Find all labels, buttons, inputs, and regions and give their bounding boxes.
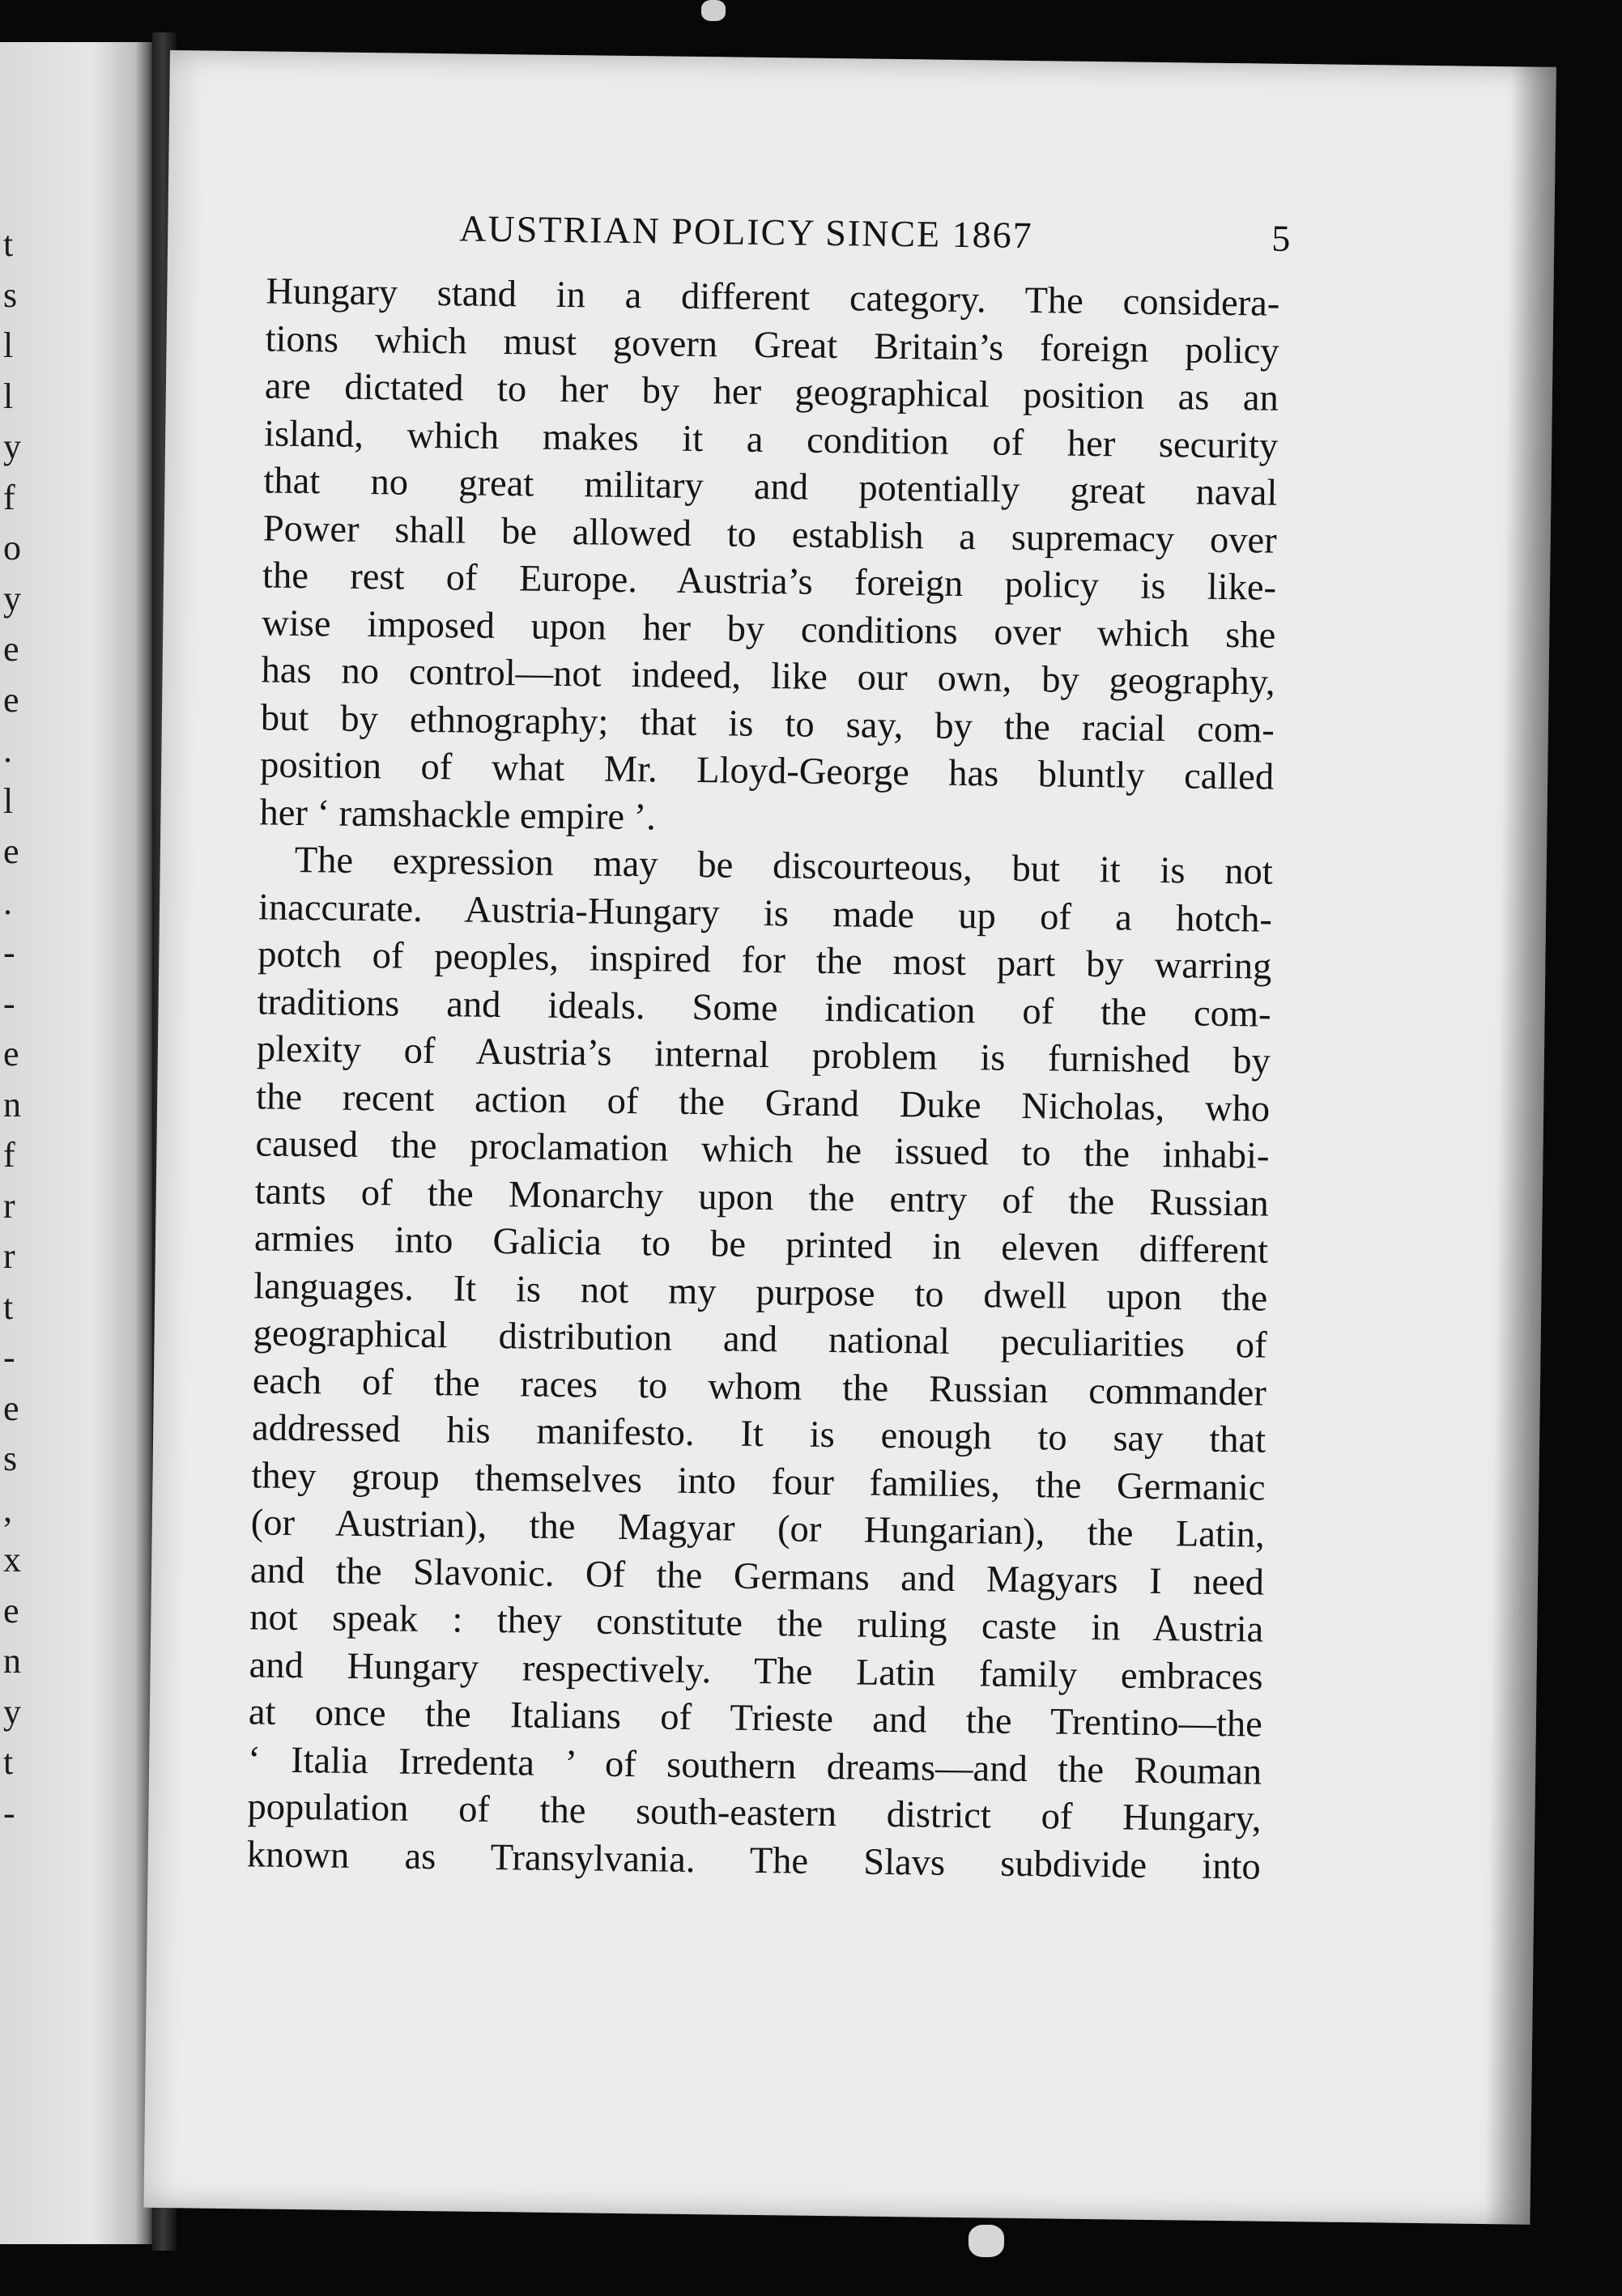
left-page-fragment: f xyxy=(3,1135,15,1175)
left-page-fragment: l xyxy=(3,376,14,416)
text-line: Power shall be allowed to establish a supremacy over xyxy=(262,507,1278,562)
running-head: AUSTRIAN POLICY SINCE 1867 xyxy=(459,207,1033,257)
text-line: and the Slavonic. Of the Germans and Magyars I need xyxy=(249,1549,1265,1604)
text-line: island, which makes it a condition of her security xyxy=(263,412,1279,467)
text-line: The expression may be discourteous, but it is not xyxy=(294,839,1274,893)
left-page-fragment: n xyxy=(3,1084,21,1125)
left-page-fragment: . xyxy=(3,730,12,770)
left-page-fragment: t xyxy=(3,1286,14,1327)
text-line: armies into Galicia to be printed in eleven different xyxy=(253,1218,1269,1272)
left-page-fragment: l xyxy=(3,780,14,821)
left-page-fragment: y xyxy=(3,578,21,619)
text-line: ‘ Italia Irredenta ’ of southern dreams—and the Rouman xyxy=(247,1738,1262,1793)
text-line: potch of peoples, inspired for the most part by warring xyxy=(258,933,1272,988)
left-page-fragment: y xyxy=(3,427,21,466)
film-blemish-top xyxy=(701,0,726,21)
text-line: are dictated to her by her geographical position as an xyxy=(264,365,1279,419)
text-line: tions which must govern Great Britain’s foreign policy xyxy=(265,317,1279,372)
text-line: wise imposed upon her by conditions over which she xyxy=(262,602,1276,657)
text-line: position of what Mr. Lloyd-George has bluntly called xyxy=(259,744,1275,798)
left-page-fragment: - xyxy=(3,983,15,1023)
left-page-fragment: . xyxy=(3,882,12,922)
text-line: at once the Italians of Trieste and the Trentino—the xyxy=(248,1691,1263,1745)
left-page-fragment: - xyxy=(3,933,15,972)
left-page-fragment: f xyxy=(3,477,15,517)
left-page-fragment: r xyxy=(3,1236,15,1276)
text-line: that no great military and potentially great naval xyxy=(263,460,1278,514)
page-curl-shadow xyxy=(1484,66,1556,2224)
text-line: caused the proclamation which he issued to the inhabi- xyxy=(255,1123,1270,1177)
film-blemish-bottom xyxy=(969,2225,1004,2257)
left-page-fragment: - xyxy=(3,1337,15,1377)
text-line: not speak : they constitute the ruling caste in Austria xyxy=(249,1597,1264,1651)
text-line: languages. It is not my purpose to dwell upon the xyxy=(253,1265,1268,1320)
text-line: plexity of Austria’s internal problem is furnished by xyxy=(256,1028,1271,1082)
text-line: the rest of Europe. Austria’s foreign policy is like- xyxy=(262,555,1277,609)
text-line: her ‘ ramshackle empire ’. xyxy=(259,791,657,838)
text-line: traditions and ideals. Some indication of the com- xyxy=(257,980,1271,1035)
left-page-fragment: , xyxy=(3,1489,12,1529)
left-page-fragment: e xyxy=(3,831,19,871)
left-page-fragment: e xyxy=(3,1388,19,1428)
left-page-fragment: e xyxy=(3,1590,19,1631)
left-page-fragment: s xyxy=(3,1439,18,1478)
left-page-fragment: e xyxy=(3,629,19,669)
text-line: geographical distribution and national peculiarities of xyxy=(253,1312,1267,1367)
text-line: Hungary stand in a different category. The considera- xyxy=(266,270,1280,325)
paragraph-2 xyxy=(246,836,1273,1890)
text-line: has no control—not indeed, like our own, by geography, xyxy=(261,649,1275,704)
left-page-fragment: s xyxy=(3,274,18,315)
left-page-fragment: t xyxy=(3,224,14,264)
text-line: each of the races to whom the Russian commander xyxy=(252,1359,1267,1414)
left-page-fragment: n xyxy=(3,1641,21,1681)
text-line: addressed his manifesto. It is enough to say that xyxy=(251,1407,1267,1461)
left-page-fragment: e xyxy=(3,1034,19,1074)
left-page-fragment: l xyxy=(3,325,14,365)
text-line: population of the south-eastern district of Hungary, xyxy=(247,1786,1262,1840)
text-line: inaccurate. Austria-Hungary is made up of a hotch- xyxy=(258,886,1273,941)
paragraph-1 xyxy=(259,268,1279,848)
left-page-fragment: e xyxy=(3,679,19,720)
left-page-fragment: t xyxy=(3,1742,14,1782)
left-page-fragment: r xyxy=(3,1185,15,1226)
body-text xyxy=(246,268,1279,1890)
left-page-fragment: y xyxy=(3,1691,21,1732)
text-line: tants of the Monarchy upon the entry of the Russian xyxy=(254,1170,1270,1225)
text-line: they group themselves into four families, the Germanic xyxy=(251,1454,1266,1509)
text-line: (or Austrian), the Magyar (or Hungarian), the Latin, xyxy=(250,1502,1266,1556)
left-page-fragment: x xyxy=(3,1540,21,1580)
previous-page-edge xyxy=(0,42,154,2244)
left-page-fragment: - xyxy=(3,1792,15,1833)
text-line: known as Transylvania. The Slavs subdivide into xyxy=(246,1833,1262,1888)
page-number: 5 xyxy=(1271,217,1291,259)
text-line: but by ethnography; that is to say, by the racial com- xyxy=(260,696,1275,751)
book-page xyxy=(143,50,1556,2225)
left-page-fragment: o xyxy=(3,528,21,568)
text-line: and Hungary respectively. The Latin family embraces xyxy=(249,1643,1263,1699)
text-line: the recent action of the Grand Duke Nicholas, who xyxy=(255,1075,1271,1130)
